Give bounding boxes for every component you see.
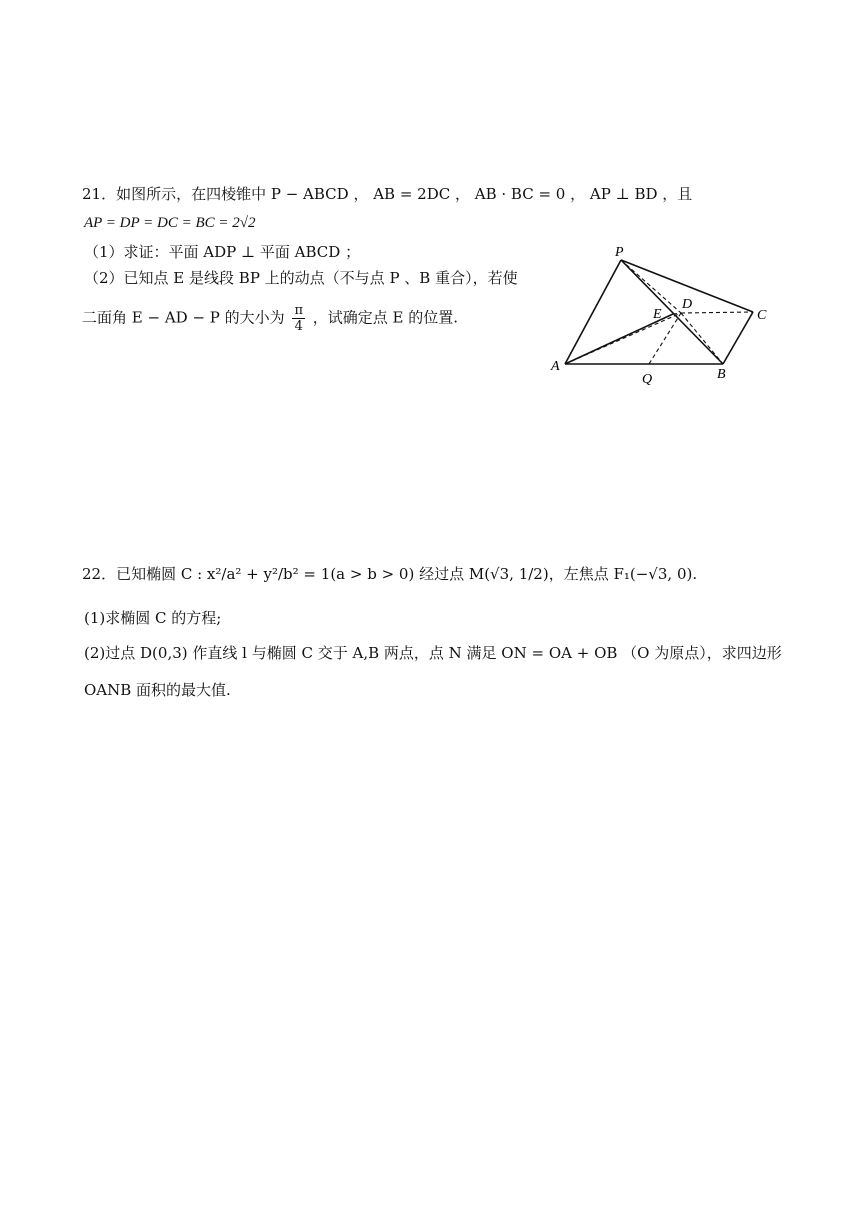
edge-DC: [681, 312, 753, 313]
problem-21-part1: （1）求证：平面 ADP ⊥ 平面 ABCD ；: [84, 243, 361, 261]
edge-PD: [621, 260, 681, 313]
position-question-text: ，试确定点 E 的位置.: [312, 308, 459, 327]
label-Q: Q: [642, 372, 653, 387]
problem-21-part2: （2）已知点 E 是线段 BP 上的动点（不与点 P 、B 重合），若使: [84, 269, 518, 287]
problem-22-statement: 22．已知椭圆 C : x²/a² + y²/b² = 1(a > b > 0) 经过点 M(√3, 1/2)，左焦点 F₁(−√3, 0).: [82, 565, 698, 583]
edge-PA: [565, 260, 621, 364]
label-A: A: [551, 359, 560, 374]
label-C: C: [757, 308, 767, 323]
problem-22-part2: (2)过点 D(0,3) 作直线 l 与椭圆 C 交于 A,B 两点，点 N 满足 ON = OA + OB （O 为原点），求四边形: [84, 644, 782, 662]
problem-22-part2-continued: OANB 面积的最大值.: [84, 681, 231, 699]
fraction-denominator: 4: [294, 319, 303, 334]
pyramid-figure: [545, 242, 785, 392]
label-B: B: [717, 367, 726, 382]
edge-BC: [723, 312, 753, 364]
fraction-numerator: π: [294, 303, 303, 318]
problem-22-part1: (1)求椭圆 C 的方程;: [84, 609, 222, 627]
edge-DB: [681, 313, 723, 364]
dihedral-angle-text: 二面角 E − AD − P 的大小为: [82, 308, 285, 327]
problem-21-statement: 21．如图所示，在四棱锥中 P − ABCD ， AB = 2DC ， AB · BC = 0 ， AP ⊥ BD ，且: [82, 185, 693, 203]
problem-21-condition: AP = DP = DC = BC = 2√2: [84, 215, 256, 231]
label-E: E: [653, 307, 662, 322]
edge-PB: [621, 260, 723, 364]
problem-21-part2-continued: [82, 303, 458, 334]
label-D: D: [682, 297, 693, 312]
label-P: P: [615, 245, 624, 260]
angle-fraction: [292, 303, 305, 334]
